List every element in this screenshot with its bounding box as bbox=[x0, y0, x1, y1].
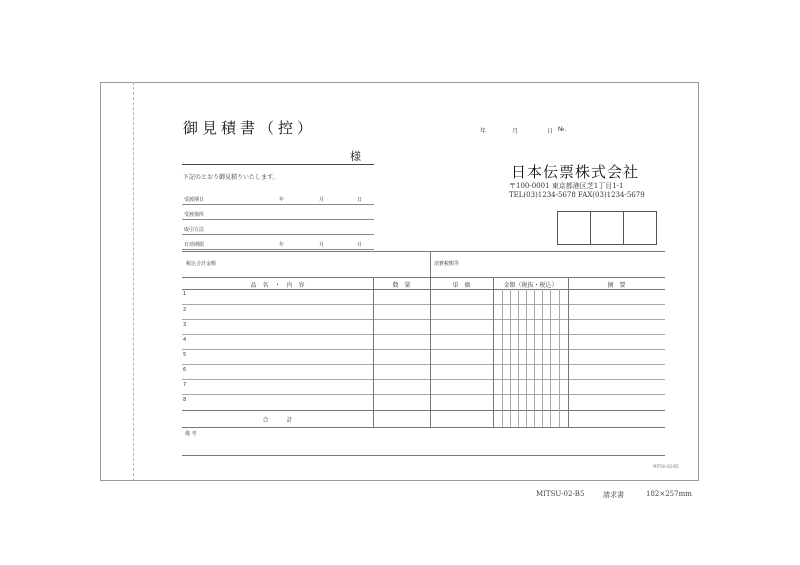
row-number: 6 bbox=[183, 367, 187, 373]
total-amount-label: 税込合計金額 bbox=[186, 261, 217, 267]
tax-amount-label: 消費税額等 bbox=[434, 261, 460, 267]
row-line bbox=[182, 364, 665, 365]
column-divider bbox=[430, 277, 431, 427]
header-label: 取引方法 bbox=[184, 227, 205, 233]
header-year: 年 bbox=[279, 242, 285, 248]
date-year-label: 年 bbox=[480, 128, 487, 135]
header-day: 日 bbox=[357, 242, 363, 248]
header-year: 年 bbox=[279, 197, 285, 203]
column-header-unit-price: 単 価 bbox=[452, 282, 471, 289]
digit-divider bbox=[502, 289, 503, 427]
row-number: 7 bbox=[183, 382, 187, 388]
stamp-box bbox=[591, 212, 624, 244]
digit-divider bbox=[550, 289, 551, 427]
header-row-delivery-date bbox=[182, 204, 374, 205]
row-number: 3 bbox=[183, 322, 187, 328]
perforation-line bbox=[133, 82, 134, 481]
column-divider bbox=[493, 277, 494, 427]
digit-divider bbox=[542, 289, 543, 427]
addressee-line bbox=[182, 164, 374, 165]
header-month: 月 bbox=[319, 197, 325, 203]
row-number: 5 bbox=[183, 352, 187, 358]
header-row-validity bbox=[182, 249, 374, 250]
column-header-amount: 金額（税抜・税込） bbox=[503, 282, 558, 289]
document-title: 御見積書（控） bbox=[183, 119, 317, 137]
summary-top-line bbox=[182, 251, 665, 252]
column-divider bbox=[373, 277, 374, 427]
table-top-line bbox=[182, 277, 665, 278]
company-tel-fax: TEL(03)1234-5678 FAX(03)1234-5679 bbox=[509, 191, 645, 199]
digit-divider bbox=[559, 289, 560, 427]
date-month-label: 月 bbox=[512, 128, 519, 135]
total-row-bottom-line bbox=[182, 427, 665, 428]
row-number: 2 bbox=[183, 307, 187, 313]
digit-divider bbox=[518, 289, 519, 427]
footer-form-size: 182×257mm bbox=[646, 490, 692, 498]
form-code-small: MITSU-02-B5 bbox=[653, 464, 679, 469]
summary-divider bbox=[430, 251, 431, 277]
row-line bbox=[182, 349, 665, 350]
row-number: 1 bbox=[183, 291, 187, 297]
header-month: 月 bbox=[319, 242, 325, 248]
column-divider bbox=[568, 277, 569, 427]
number-label: №. bbox=[558, 126, 567, 133]
intro-text: 下記のとおり御見積りいたします。 bbox=[183, 174, 279, 181]
footer-form-type: 請求書 bbox=[603, 491, 624, 499]
date-day-label: 日 bbox=[547, 128, 554, 135]
row-line bbox=[182, 319, 665, 320]
row-line bbox=[182, 304, 665, 305]
header-row-payment-method bbox=[182, 234, 374, 235]
stamp-box bbox=[624, 212, 656, 244]
total-row-top-line bbox=[182, 410, 665, 411]
digit-divider bbox=[526, 289, 527, 427]
row-number: 8 bbox=[183, 397, 187, 403]
header-label: 受渡場所 bbox=[184, 212, 205, 218]
column-header-remarks: 摘 要 bbox=[607, 282, 626, 289]
header-label: 有効期限 bbox=[184, 242, 205, 248]
row-number: 4 bbox=[183, 337, 187, 343]
row-line bbox=[182, 394, 665, 395]
notes-label: 備 考 bbox=[185, 431, 197, 437]
row-line bbox=[182, 334, 665, 335]
row-line bbox=[182, 379, 665, 380]
company-address: 〒100-0001 東京都港区芝1丁目1-1 bbox=[509, 182, 624, 190]
company-name: 日本伝票株式会社 bbox=[511, 163, 640, 181]
header-day: 日 bbox=[357, 197, 363, 203]
stamp-boxes bbox=[557, 211, 657, 245]
column-header-quantity: 数 量 bbox=[392, 282, 411, 289]
header-label: 受渡期日 bbox=[184, 197, 205, 203]
stamp-box bbox=[558, 212, 591, 244]
column-header-item: 品 名 ・ 内 容 bbox=[250, 282, 305, 289]
total-row-label: 合 計 bbox=[262, 417, 293, 424]
table-header-line bbox=[182, 289, 665, 290]
addressee-suffix: 様 bbox=[350, 150, 361, 163]
header-row-delivery-place bbox=[182, 219, 374, 220]
digit-divider bbox=[534, 289, 535, 427]
notes-bottom-line bbox=[182, 455, 665, 456]
digit-divider bbox=[510, 289, 511, 427]
footer-form-code: MITSU-02-B5 bbox=[536, 490, 585, 498]
